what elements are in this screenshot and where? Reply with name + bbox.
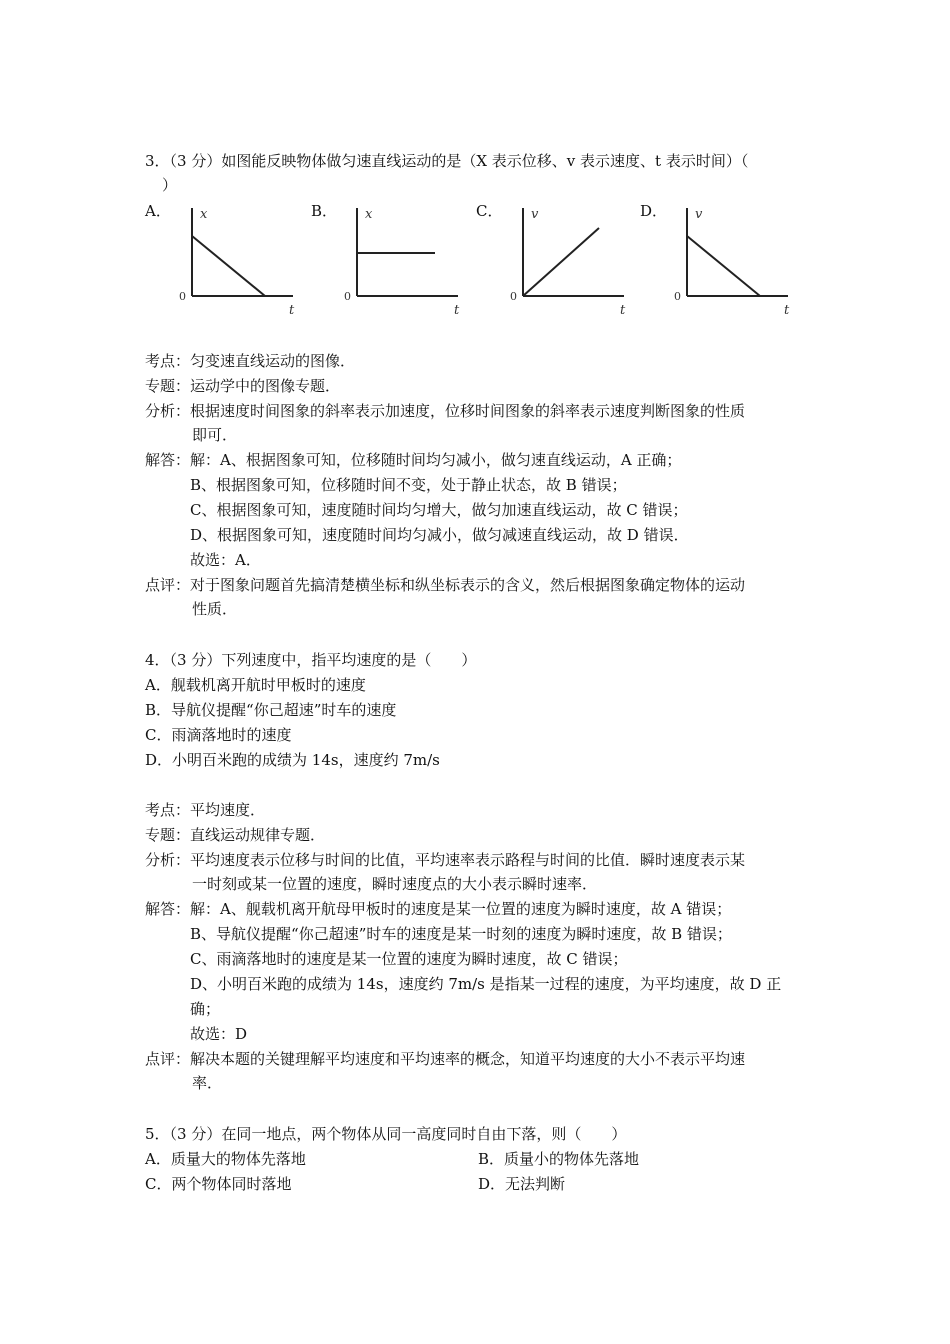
q3-kaodian: 考点：匀变速直线运动的图像． xyxy=(145,352,356,370)
q3-jieda-1: 解答：解：A、根据图象可知，位移随时间均匀减小，做匀速直线运动，A 正确； xyxy=(145,451,682,469)
q3-dianping-1: 点评：对于图象问题首先搞清楚横坐标和纵坐标表示的含义，然后根据图象确定物体的运动 xyxy=(145,576,746,594)
q3-graph-d xyxy=(660,198,820,323)
q5-option-a: A．质量大的物体先落地 xyxy=(145,1150,306,1168)
q3-option-d-label: D． xyxy=(640,202,668,220)
q4-jieda-4: D、小明百米跑的成绩为 14s，速度约 7m/s 是指某一过程的速度，为平均速度，故 D 正 xyxy=(190,975,782,993)
graph-line xyxy=(687,236,760,296)
q3-dianping-2: 性质． xyxy=(192,600,238,618)
q4-dianping-1: 点评：解决本题的关键理解平均速度和平均速率的概念，知道平均速度的大小不表示平均速 xyxy=(145,1050,746,1068)
x-axis-label: t xyxy=(620,303,626,318)
q4-option-b: B．导航仪提醒“你己超速”时车的速度 xyxy=(145,701,397,719)
q4-option-d: D．小明百米跑的成绩为 14s，速度约 7m/s xyxy=(145,751,440,769)
q3-graph-c xyxy=(496,198,656,323)
q3-graph-b xyxy=(330,198,490,323)
q3-graph-a xyxy=(165,198,325,323)
q3-graph-svg xyxy=(330,198,490,323)
y-axis-label: x xyxy=(200,207,208,222)
q4-jieda-1: 解答：解：A、舰载机离开航母甲板时的速度是某一位置的速度为瞬时速度，故 A 错误； xyxy=(145,900,732,918)
y-axis-label: x xyxy=(365,207,373,222)
q3-jieda-4: D、根据图象可知，速度随时间均匀减小，做匀减速直线运动，故 D 错误． xyxy=(190,526,689,544)
q5-option-b: B．质量小的物体先落地 xyxy=(478,1150,640,1168)
q4-jieda-3: C、雨滴落地时的速度是某一位置的速度为瞬时速度，故 C 错误； xyxy=(190,950,628,968)
q3-option-c-label: C． xyxy=(476,202,503,220)
q5-option-c: C．两个物体同时落地 xyxy=(145,1175,292,1193)
q3-jieda-2: B、根据图象可知，位移随时间不变，处于静止状态，故 B 错误； xyxy=(190,476,627,494)
q3-zhuanti: 专题：运动学中的图像专题． xyxy=(145,377,341,395)
q3-stem-line1: 3．（3 分）如图能反映物体做匀速直线运动的是（X 表示位移、v 表示速度、t 表示时间）（ xyxy=(145,152,749,170)
q4-option-a: A．舰载机离开航时甲板时的速度 xyxy=(145,676,366,694)
y-axis-label: v xyxy=(531,207,539,222)
origin-label: 0 xyxy=(674,290,681,303)
q4-jieda-5: 确； xyxy=(190,1000,221,1018)
q4-jieda-2: B、导航仪提醒“你己超速”时车的速度是某一时刻的速度为瞬时速度，故 B 错误； xyxy=(190,925,732,943)
q4-zhuanti: 专题：直线运动规律专题． xyxy=(145,826,326,844)
q3-graph-svg xyxy=(165,198,325,323)
q3-fenxi-2: 即可． xyxy=(192,426,238,444)
x-axis-label: t xyxy=(784,303,790,318)
graph-line xyxy=(192,236,265,296)
q4-kaodian: 考点：平均速度． xyxy=(145,801,266,819)
origin-label: 0 xyxy=(510,290,517,303)
q3-fenxi-1: 分析：根据速度时间图象的斜率表示加速度，位移时间图象的斜率表示速度判断图象的性质 xyxy=(145,402,746,420)
q5-option-d: D．无法判断 xyxy=(478,1175,566,1193)
x-axis-label: t xyxy=(289,303,295,318)
q3-option-a-label: A． xyxy=(145,202,171,220)
q3-guxuan: 故选：A． xyxy=(190,551,261,569)
q4-guxuan: 故选：D xyxy=(190,1025,248,1043)
q4-fenxi-2: 一时刻或某一位置的速度，瞬时速度点的大小表示瞬时速率． xyxy=(192,875,598,893)
graph-line xyxy=(523,228,599,296)
y-axis-label: v xyxy=(695,207,703,222)
origin-label: 0 xyxy=(179,290,186,303)
origin-label: 0 xyxy=(344,290,351,303)
q4-fenxi-1: 分析：平均速度表示位移与时间的比值，平均速率表示路程与时间的比值．瞬时速度表示某 xyxy=(145,851,746,869)
q3-stem-line2: ） xyxy=(162,176,178,194)
q3-jieda-3: C、根据图象可知，速度随时间均匀增大，做匀加速直线运动，故 C 错误； xyxy=(190,501,688,519)
x-axis-label: t xyxy=(454,303,460,318)
q4-stem: 4．（3 分）下列速度中，指平均速度的是（ ） xyxy=(145,651,477,669)
q5-stem: 5．（3 分）在同一地点，两个物体从同一高度同时自由下落，则（ ） xyxy=(145,1125,627,1143)
q3-option-b-label: B． xyxy=(311,202,338,220)
q3-graph-svg xyxy=(496,198,656,323)
q4-option-c: C．雨滴落地时的速度 xyxy=(145,726,292,744)
q3-graph-svg xyxy=(660,198,820,323)
q4-dianping-2: 率． xyxy=(192,1074,223,1092)
